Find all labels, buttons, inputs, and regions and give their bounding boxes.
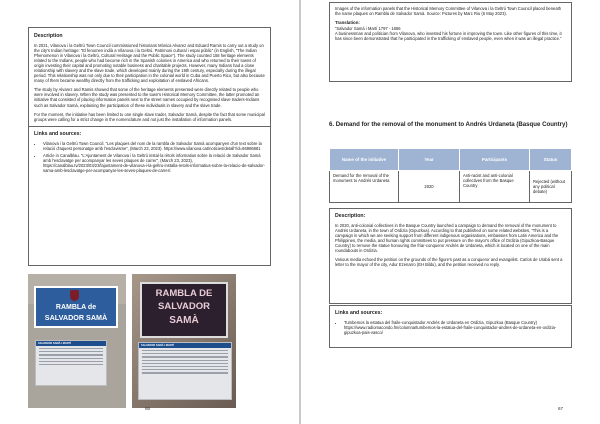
section-title: 6. Demand for the removal of the monument to Andrés Urdaneta (Basque Country)	[329, 121, 568, 128]
panel-text-line	[39, 351, 103, 352]
divider	[29, 126, 270, 127]
table-header: Name of the initiative	[330, 149, 399, 171]
left-page	[0, 0, 299, 424]
sign-line: RAMBLA DE	[155, 288, 213, 299]
links-list	[335, 320, 566, 335]
panel-text-line	[39, 348, 103, 349]
links-heading: Links and sources:	[34, 130, 82, 137]
right-page	[301, 0, 600, 424]
panel-text-line	[142, 369, 228, 370]
street-sign-dark	[140, 282, 228, 338]
photo-dark-street-sign	[132, 274, 236, 408]
panel-text-line	[142, 360, 228, 361]
page-number: 67	[558, 406, 564, 411]
translation-title: “Salvador Samà i Martí 1797 - 1866	[335, 26, 401, 32]
table-cell: 2020	[399, 171, 460, 203]
page-number: 66	[145, 406, 151, 411]
description-box	[28, 27, 271, 266]
panel-text-line	[142, 353, 228, 354]
sign-line: SAMÀ	[169, 315, 199, 326]
link-item[interactable]: • Vilanova i la Geltrú Town Council. “Les plaques del nom de la rambla de Salvador Samà acompanyen d'un text sobre la relació d'aquest personatge amb l'esclavisme”, (March 23, 2023). https://www.vilanova.cat/noticies/detall?id=66986881	[43, 141, 265, 151]
panel-text-line	[142, 372, 228, 373]
initiative-table	[329, 148, 572, 203]
description-paragraph: For the moment, the initiative has been limited to one single slave trader, Salvador Samà, despite the fact that some municipal groups were calling for a strict change in the nomenclature and not just the installation of information panels.	[34, 111, 265, 122]
description-box	[329, 208, 572, 304]
description-paragraph: Various media echoed the petition on the grounds of the figure's past as a conqueror and evangelist. Carlos de Urabá sent a letter to the mayor of the city, Adur Ezenarro (EH Bildu), and the petition received no reply.	[335, 257, 563, 268]
street-sign-blue	[34, 286, 118, 328]
panel-text-line	[39, 354, 103, 355]
links-heading: Links and sources:	[335, 310, 383, 316]
panel-text-line	[39, 358, 103, 359]
panel-text-line	[142, 356, 228, 357]
panel-title: SALVADOR SAMÀ I MARTÍ	[36, 341, 106, 346]
links-box	[329, 305, 572, 348]
panel-text-line	[142, 363, 228, 364]
description-paragraph: In 2021, Vilanova i la Geltrú Town Council commissioned historians Mònica Alvarez and Eduard Ramis to carry out a study on the city's Indian heritage: “El fenomen indià a Vilanova i la Geltrú. Patrimoni cultural i espai públic” (in English, “The Indian Phenomenon in Vilanova i la Geltrú, Cultural Heritage and the Public Space”). The study counted 158 heritage elements related to the Indians, people who had become rich in the Spanish colonies in America and who returned to their towns of origin investing their capital and promoting notable business and charitable projects. However, many Indians had a close relationship with slavery and the slave trade, which developed mainly during the 19th century, especially during the illegal period. This relationship was not only due to their participation in the colonial world in Cuba and Puerto Rico, but also because many of them became wealthy directly from the trafficking and exploitation of enslaved Africans.	[34, 43, 265, 84]
description-heading: Description	[34, 33, 63, 39]
table-row	[330, 171, 572, 203]
panel-text-line	[142, 366, 228, 367]
table-header: Status	[530, 149, 572, 171]
table-cell: Anti-racist and anti-colonial collectives from the Basque Country	[460, 171, 530, 203]
coat-of-arms-icon	[70, 290, 79, 301]
table-cell: Rejected (without any political debate)	[530, 171, 572, 203]
caption-box	[329, 2, 572, 82]
table-cell: Demand for the removal of the monument to Andrés Urdaneta	[330, 171, 399, 203]
information-panel	[138, 342, 232, 400]
description-paragraph: The study by Alvarez and Ramis showed that some of the heritage elements presented were directly related to people who were involved in slavery. When the study was presented to the town's Historical Memory Committee, the latter promoted an initiative that consisted of placing information panels next to the street names occupied by recognised slave traders-Indians such as Salvador Samà, explaining the participation of these individuals in slavery and the slave trade.	[34, 87, 260, 108]
links-list	[34, 141, 265, 173]
sign-line: SALVADOR SAMÀ	[44, 313, 108, 322]
table-header-row	[330, 149, 572, 171]
table-header: Participants	[460, 149, 530, 171]
photo-blue-street-sign	[28, 274, 126, 408]
panel-text-line	[142, 350, 228, 351]
link-item[interactable]: • Article in Canalblau. “L'Ajuntament de Vilanova i la Geltrú instal·la rètols informatius sobre la relació de Salvador Samà amb l'esclavatge per acompanyar les seves plaques de carrer”, (March 23, 2023), https://canalblau.tv/2023/03/23/lajuntament-de-vilanova-i-la-geltru-installa-retols-informatius-sobre-la-relacio-de-salvador-sama-amb-lesclavatge-per-acompanyar-les-seves-plaques-de-carrer/.	[43, 153, 265, 173]
translation-label: Translation:	[335, 20, 360, 26]
description-paragraph: In 2020, anti-colonial collectives in the Basque Country launched a campaign to demand the removal of the monument to Andrés Urdaneta, in the town of Ordizia (Gipuzkoa). According to that published on some related websites, “This is a campaign in which we are seeking support from different indigenous organisations, embassies from Latin America and the Philippines, the media, and human rights committees to put pressure on the mayor's office of Ordizia (Gipuzkoa-Basque Country) to remove the statue honouring the friar-conqueror Andrés de Urdaneta, which is located on one of the main roundabouts in Ordizia.	[335, 223, 559, 254]
table-header: Year	[399, 149, 460, 171]
panel-text-line	[39, 364, 103, 365]
translation-text: A businessman and politician from Vilanova, who invested his fortune in improving the town. Like other figures of this time, it has since been demonstrated that he participated in the trafficking of enslaved people, even when it was an illegal practice.”	[335, 31, 562, 42]
link-item[interactable]: • Tumbemos la estatua del fraile-conquistador Andrés de Urdaneta en Ordizia, Gipuzkoa (Basque Country) https://www.radiomacondo.fm/columna/tumbemos-la-estatua-del-fraile-conquistador-andres-de-urdaneta-en-ordizia-gipuzkoa-pais-vasco/	[344, 320, 566, 335]
information-panel	[35, 340, 107, 386]
photo-caption: Images of the information panels that the Historical Memory Committee of Vilanova i la Geltrú Town Council placed beneath the name plaques on Rambla de Salvador Samà. Source: Pictures by Marc Riu (6 May 2023).	[335, 6, 562, 17]
sign-line: RAMBLA de	[55, 304, 97, 311]
sign-line: SALVADOR	[158, 301, 210, 312]
panel-title: SALVADOR SAMÀ I MARTÍ	[139, 343, 231, 348]
description-heading: Description:	[335, 213, 366, 219]
panel-text-line	[39, 361, 103, 362]
